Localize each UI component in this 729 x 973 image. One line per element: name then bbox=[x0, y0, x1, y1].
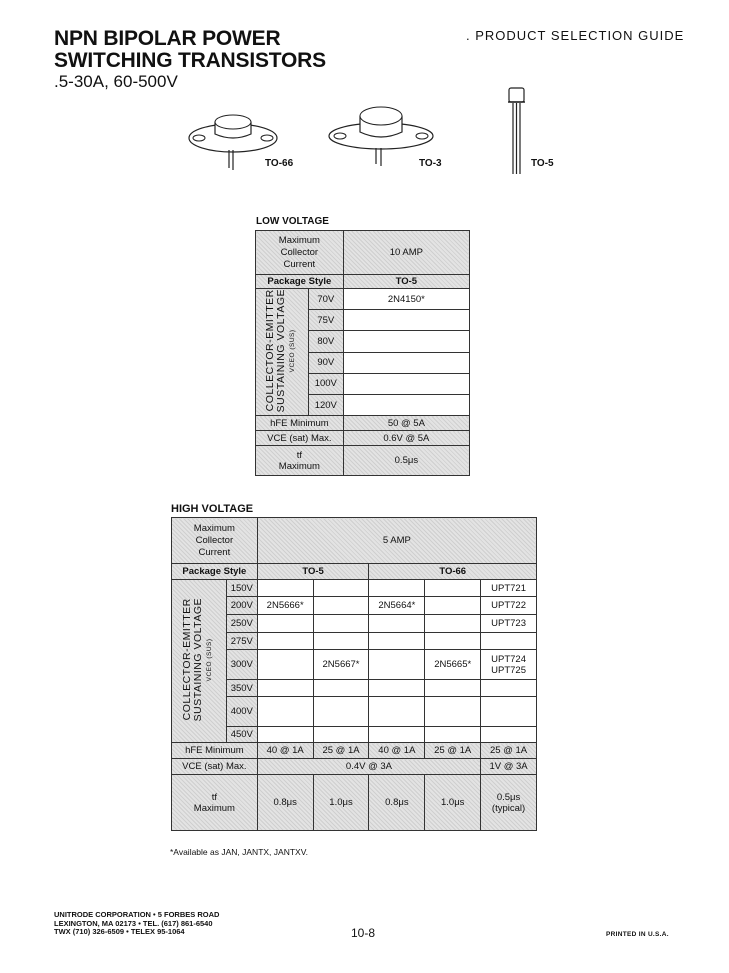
printed-in: PRINTED IN U.S.A. bbox=[606, 931, 669, 938]
hv-voltage: 250V bbox=[226, 615, 257, 633]
hv-max-current-label: Maximum Collector Current bbox=[172, 518, 258, 564]
hv-hfe-value: 25 @ 1A bbox=[481, 743, 537, 759]
hv-cell bbox=[369, 615, 425, 633]
title-line-1: NPN BIPOLAR POWER bbox=[54, 27, 281, 50]
hv-cell bbox=[481, 633, 537, 650]
hv-cell: 2N5667* bbox=[313, 650, 369, 680]
hv-cell: 2N5665* bbox=[425, 650, 481, 680]
lv-part: 2N4150* bbox=[343, 289, 469, 310]
hv-cell bbox=[313, 680, 369, 697]
lv-voltage: 120V bbox=[308, 395, 343, 416]
hv-cell bbox=[425, 580, 481, 597]
hv-tf-label: tf Maximum bbox=[172, 775, 258, 831]
lv-hfe-label: hFE Minimum bbox=[256, 416, 344, 431]
hv-cell bbox=[313, 597, 369, 615]
low-voltage-table bbox=[255, 230, 470, 476]
hv-cell bbox=[369, 580, 425, 597]
lv-package-style-label: Package Style bbox=[256, 275, 344, 289]
hv-package-to5: TO-5 bbox=[257, 564, 369, 580]
hv-voltage: 200V bbox=[226, 597, 257, 615]
hv-cell: UPT722 bbox=[481, 597, 537, 615]
hv-cell bbox=[425, 697, 481, 727]
hv-vce-value-mid: 0.4V @ 3A bbox=[257, 759, 480, 775]
to5-label: TO-5 bbox=[531, 158, 554, 169]
lv-vce-label: VCE (sat) Max. bbox=[256, 431, 344, 446]
hv-cell bbox=[313, 633, 369, 650]
to5-package-illustration bbox=[506, 86, 528, 176]
hv-max-current-value: 5 AMP bbox=[257, 518, 536, 564]
hv-cell bbox=[481, 727, 537, 743]
hv-cell bbox=[369, 727, 425, 743]
availability-note: *Available as JAN, JANTX, JANTXV. bbox=[170, 847, 308, 857]
page-title bbox=[54, 28, 326, 72]
lv-voltage: 100V bbox=[308, 373, 343, 394]
hv-cell bbox=[369, 680, 425, 697]
hv-tf-value: 1.0μs bbox=[425, 775, 481, 831]
hv-cell bbox=[313, 727, 369, 743]
hv-cell bbox=[313, 697, 369, 727]
hv-cell: 2N5664* bbox=[369, 597, 425, 615]
guide-label: . PRODUCT SELECTION GUIDE bbox=[466, 28, 685, 43]
to66-label: TO-66 bbox=[265, 158, 294, 169]
page-number: 10-8 bbox=[351, 926, 376, 940]
lv-vce-value: 0.6V @ 5A bbox=[343, 431, 469, 446]
lv-part bbox=[343, 395, 469, 416]
hv-cell bbox=[313, 580, 369, 597]
lv-vceo-label: COLLECTOR-EMITTER SUSTAINING VOLTAGE VCEO (SUS) bbox=[256, 289, 309, 416]
low-voltage-title: LOW VOLTAGE bbox=[256, 216, 329, 227]
hv-hfe-value: 40 @ 1A bbox=[369, 743, 425, 759]
hv-cell bbox=[369, 633, 425, 650]
hv-hfe-label: hFE Minimum bbox=[172, 743, 258, 759]
hv-cell: UPT724 UPT725 bbox=[481, 650, 537, 680]
hv-vce-label: VCE (sat) Max. bbox=[172, 759, 258, 775]
hv-voltage: 400V bbox=[226, 697, 257, 727]
hv-tf-value: 0.8μs bbox=[369, 775, 425, 831]
lv-max-current-label: Maximum Collector Current bbox=[256, 231, 344, 275]
hv-tf-value-typical: 0.5μs (typical) bbox=[481, 775, 537, 831]
hv-vceo-label: COLLECTOR-EMITTER SUSTAINING VOLTAGE VCEO (SUS) bbox=[172, 580, 227, 743]
hv-cell bbox=[425, 680, 481, 697]
hv-voltage: 350V bbox=[226, 680, 257, 697]
title-line-2: SWITCHING TRANSISTORS bbox=[54, 49, 326, 72]
lv-voltage: 70V bbox=[308, 289, 343, 310]
hv-cell bbox=[257, 680, 313, 697]
lv-max-current-value: 10 AMP bbox=[343, 231, 469, 275]
hv-cell: 2N5666* bbox=[257, 597, 313, 615]
hv-tf-value: 1.0μs bbox=[313, 775, 369, 831]
hv-cell bbox=[257, 580, 313, 597]
hv-hfe-value: 25 @ 1A bbox=[425, 743, 481, 759]
lv-voltage: 75V bbox=[308, 310, 343, 331]
hv-cell bbox=[257, 650, 313, 680]
high-voltage-title: HIGH VOLTAGE bbox=[171, 503, 254, 515]
to3-label: TO-3 bbox=[419, 158, 442, 169]
lv-tf-value: 0.5μs bbox=[343, 446, 469, 476]
lv-package-to5: TO-5 bbox=[343, 275, 469, 289]
hv-cell bbox=[425, 727, 481, 743]
hv-vce-value-right: 1V @ 3A bbox=[481, 759, 537, 775]
hv-cell: UPT721 bbox=[481, 580, 537, 597]
hv-voltage: 150V bbox=[226, 580, 257, 597]
hv-cell bbox=[425, 597, 481, 615]
lv-hfe-value: 50 @ 5A bbox=[343, 416, 469, 431]
hv-hfe-value: 40 @ 1A bbox=[257, 743, 313, 759]
lv-part bbox=[343, 373, 469, 394]
hv-cell bbox=[257, 615, 313, 633]
lv-part bbox=[343, 310, 469, 331]
hv-tf-value: 0.8μs bbox=[257, 775, 313, 831]
hv-cell bbox=[369, 697, 425, 727]
hv-voltage: 275V bbox=[226, 633, 257, 650]
hv-voltage: 450V bbox=[226, 727, 257, 743]
hv-hfe-value: 25 @ 1A bbox=[313, 743, 369, 759]
lv-tf-label: tf Maximum bbox=[256, 446, 344, 476]
company-address: UNITRODE CORPORATION • 5 FORBES ROAD LEXINGTON, MA 02173 • TEL. (617) 861-6540 TWX (710) 326-6509 • TELEX 95-1064 bbox=[54, 910, 220, 936]
hv-cell bbox=[257, 727, 313, 743]
lv-part bbox=[343, 331, 469, 352]
hv-package-style-label: Package Style bbox=[172, 564, 258, 580]
hv-cell: UPT723 bbox=[481, 615, 537, 633]
lv-part bbox=[343, 352, 469, 373]
hv-cell bbox=[313, 615, 369, 633]
hv-cell bbox=[257, 697, 313, 727]
hv-cell bbox=[481, 697, 537, 727]
lv-voltage: 90V bbox=[308, 352, 343, 373]
high-voltage-table bbox=[171, 517, 537, 831]
hv-cell bbox=[425, 615, 481, 633]
lv-voltage: 80V bbox=[308, 331, 343, 352]
hv-package-to66: TO-66 bbox=[369, 564, 537, 580]
hv-cell bbox=[425, 633, 481, 650]
hv-voltage: 300V bbox=[226, 650, 257, 680]
hv-cell bbox=[257, 633, 313, 650]
hv-cell bbox=[481, 680, 537, 697]
hv-cell bbox=[369, 650, 425, 680]
page-subtitle: .5-30A, 60-500V bbox=[54, 72, 178, 91]
